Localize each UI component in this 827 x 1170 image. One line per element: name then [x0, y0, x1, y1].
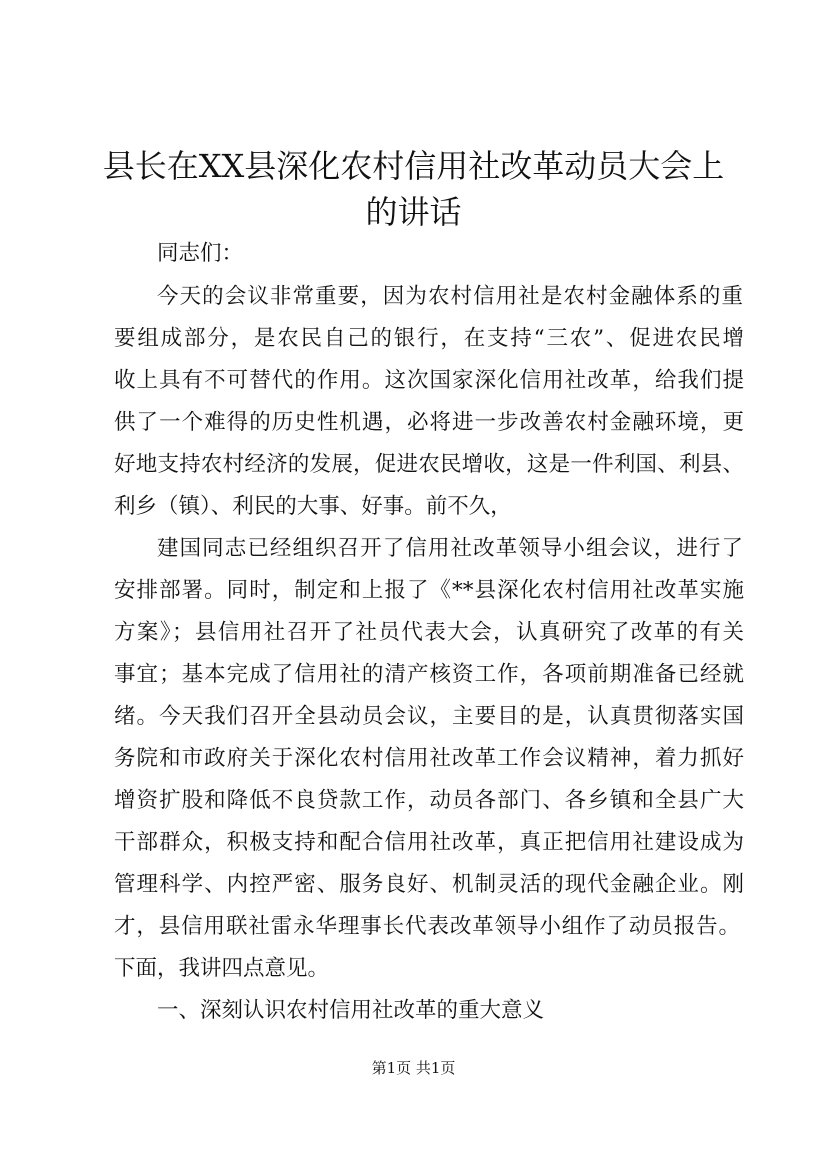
- page-footer: 第1页 共1页: [371, 1059, 456, 1077]
- document-title: [100, 143, 727, 235]
- section-heading: 一、深刻认识农村信用社改革的重大意义: [157, 998, 545, 1023]
- paragraph-line: 安排部署。同时，制定和上报了《**县深化农村信用社改革实施: [114, 578, 744, 603]
- paragraph-line: 供了一个难得的历史性机遇，必将进一步改善农村金融环境，更: [114, 410, 744, 435]
- paragraph-line: 才，县信用联社雷永华理事长代表改革领导小组作了动员报告。: [114, 914, 740, 939]
- paragraph-line: 今天的会议非常重要，因为农村信用社是农村金融体系的重: [157, 284, 743, 309]
- salutation: 同志们：: [157, 241, 244, 266]
- paragraph-line: 绪。今天我们召开全县动员会议，主要目的是，认真贯彻落实国: [114, 704, 744, 729]
- paragraph-line: 事宜；基本完成了信用社的清产核资工作，各项前期准备已经就: [114, 662, 744, 687]
- title-line-2: 的讲话: [365, 193, 462, 231]
- paragraph-line: 方案》；县信用社召开了社员代表大会，认真研究了改革的有关: [114, 620, 744, 645]
- paragraph-line: 利乡（镇）、利民的大事、好事。前不久，: [114, 494, 512, 519]
- paragraph-line: 干部群众，积极支持和配合信用社改革，真正把信用社建设成为: [114, 830, 744, 855]
- paragraph-line: 建国同志已经组织召开了信用社改革领导小组会议，进行了: [157, 536, 743, 561]
- title-line-1: 县长在XX县深化农村信用社改革动员大会上: [102, 147, 725, 185]
- paragraph-line: 要组成部分，是农民自己的银行，在支持“三农”、促进农民增: [114, 326, 744, 351]
- paragraph-line: 管理科学、内控严密、服务良好、机制灵活的现代金融企业。刚: [114, 872, 744, 897]
- paragraph-line: 务院和市政府关于深化农村信用社改革工作会议精神，着力抓好: [114, 746, 744, 771]
- paragraph-line: 收上具有不可替代的作用。这次国家深化信用社改革，给我们提: [114, 368, 744, 393]
- paragraph-line: 下面，我讲四点意见。: [114, 956, 330, 981]
- paragraph-line: 好地支持农村经济的发展，促进农民增收，这是一件利国、利县、: [114, 452, 744, 477]
- paragraph-line: 增资扩股和降低不良贷款工作，动员各部门、各乡镇和全县广大: [114, 788, 744, 813]
